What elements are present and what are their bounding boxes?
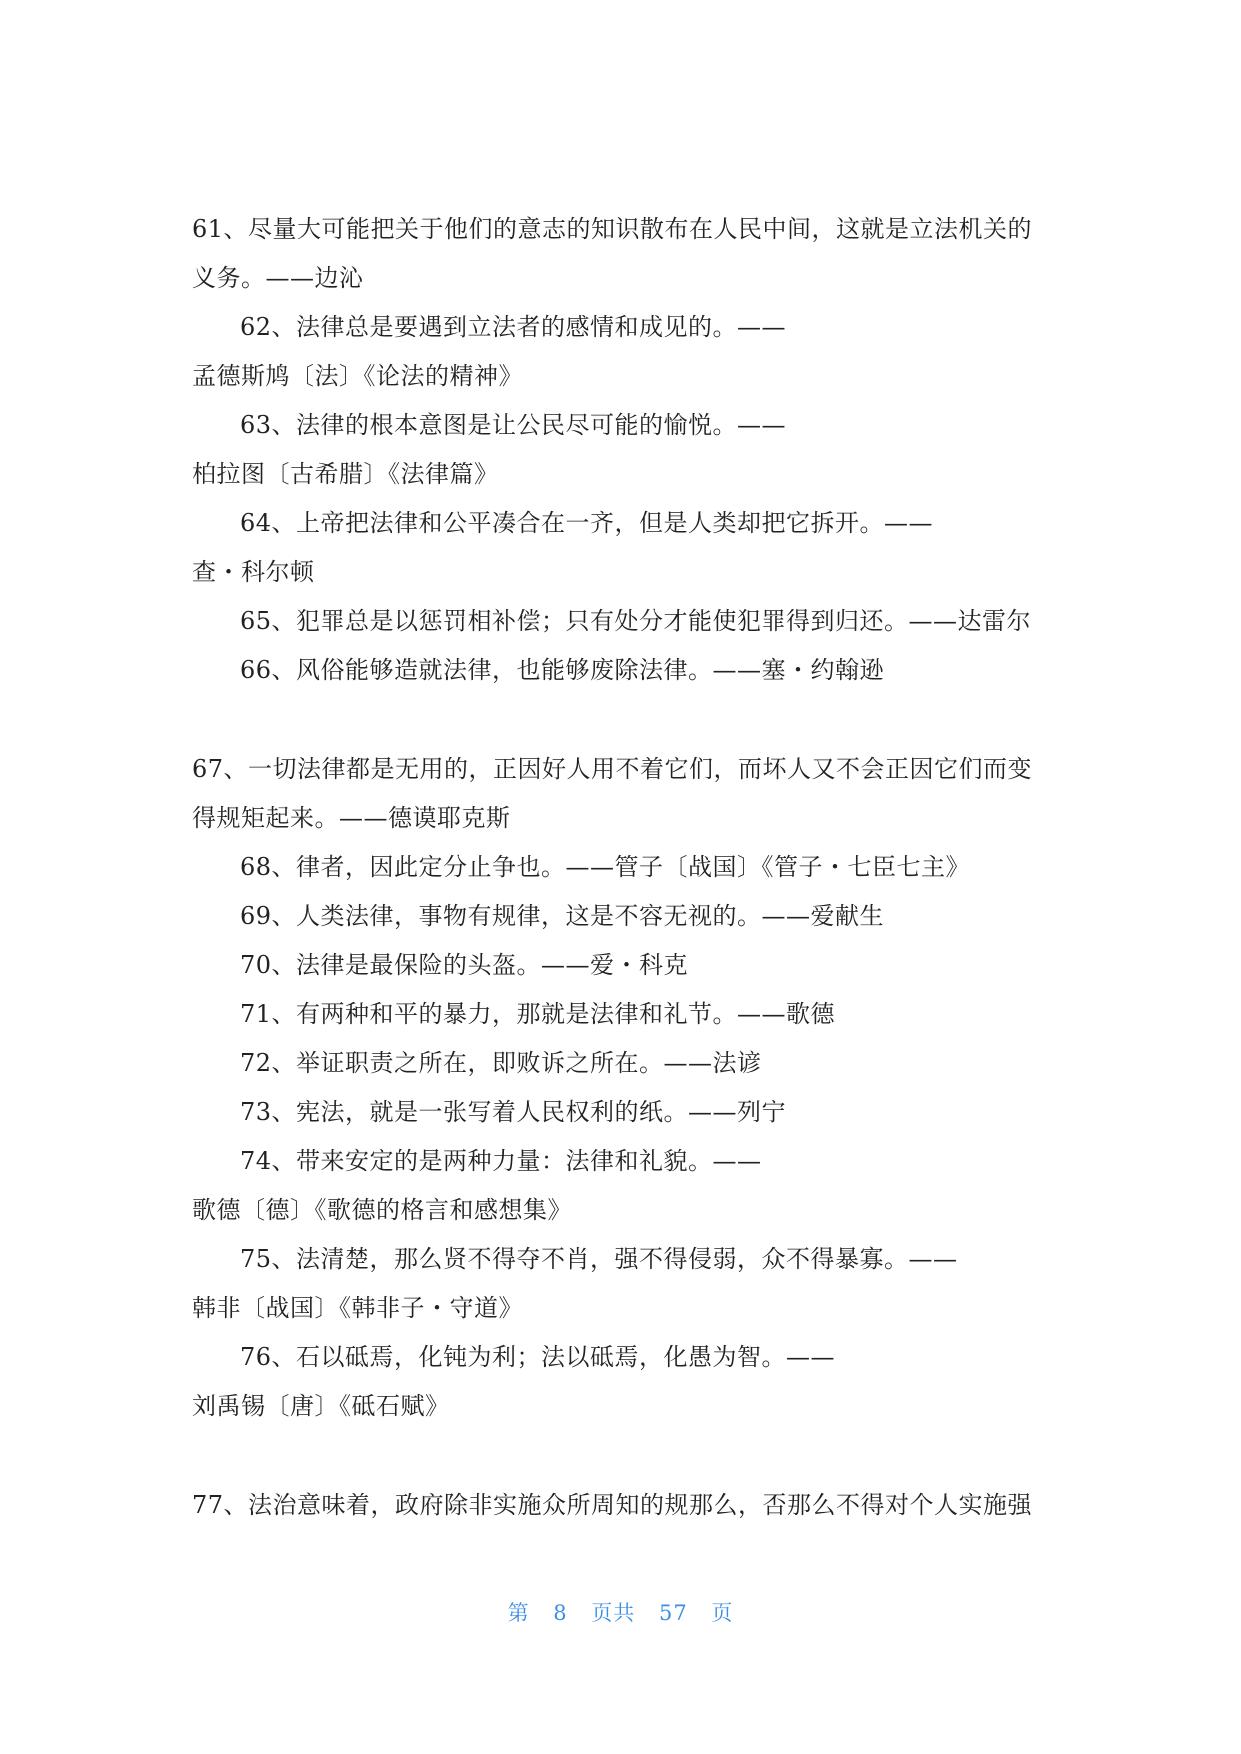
text-line: 76、石以砥焉，化钝为利；法以砥焉，化愚为智。——: [240, 1343, 836, 1371]
footer-middle: 页共: [591, 1601, 636, 1625]
text-line: 65、犯罪总是以惩罚相补偿；只有处分才能使犯罪得到归还。——达雷尔: [240, 607, 1032, 635]
text-line: 63、法律的根本意图是让公民尽可能的愉悦。——: [240, 411, 787, 439]
footer-prefix: 第: [507, 1601, 530, 1625]
text-line: 柏拉图〔古希腊〕《法律篇》: [192, 460, 499, 488]
text-line: 查・科尔顿: [192, 558, 315, 586]
text-line: 歌德〔德〕《歌德的格言和感想集》: [192, 1196, 572, 1224]
text-line: 71、有两种和平的暴力，那就是法律和礼节。——歌德: [240, 1000, 836, 1028]
text-line: 61、尽量大可能把关于他们的意志的知识散布在人民中间，这就是立法机关的: [192, 215, 1033, 243]
text-line: 68、律者，因此定分止争也。——管子〔战国〕《管子・七臣七主》: [240, 853, 971, 881]
text-line: 77、法治意味着，政府除非实施众所周知的规那么，否那么不得对个人实施强: [192, 1491, 1033, 1519]
paragraph-gap: [192, 695, 1052, 745]
text-line: 孟德斯鸠〔法〕《论法的精神》: [192, 362, 523, 390]
text-line: 义务。——边沁: [192, 264, 364, 292]
text-line: 74、带来安定的是两种力量：法律和礼貌。——: [240, 1147, 762, 1175]
footer-suffix: 页: [711, 1601, 734, 1625]
text-line: 62、法律总是要遇到立法者的感情和成见的。——: [240, 313, 787, 341]
paragraph-gap: [192, 1431, 1052, 1481]
text-line: 64、上帝把法律和公平凑合在一齐，但是人类却把它拆开。——: [240, 509, 934, 537]
text-line: 69、人类法律，事物有规律，这是不容无视的。——爱献生: [240, 902, 885, 930]
footer-page-number: 8: [553, 1601, 568, 1625]
document-body: [192, 205, 1052, 1530]
text-line: 韩非〔战国〕《韩非子・守道》: [192, 1294, 523, 1322]
text-line: 75、法清楚，那么贤不得夺不肖，强不得侵弱，众不得暴寡。——: [240, 1245, 958, 1273]
page-footer: [0, 1597, 1241, 1627]
text-line: 66、风俗能够造就法律，也能够废除法律。——塞・约翰逊: [240, 656, 885, 684]
text-line: 得规矩起来。——德谟耶克斯: [192, 804, 511, 832]
text-line: 72、举证职责之所在，即败诉之所在。——法谚: [240, 1049, 762, 1077]
text-line: 70、法律是最保险的头盔。——爱・科克: [240, 951, 689, 979]
text-line: 刘禹锡〔唐〕《砥石赋》: [192, 1392, 450, 1420]
text-line: 67、一切法律都是无用的，正因好人用不着它们，而坏人又不会正因它们而变: [192, 755, 1033, 783]
text-line: 73、宪法，就是一张写着人民权利的纸。——列宁: [240, 1098, 787, 1126]
footer-total-pages: 57: [659, 1601, 688, 1625]
